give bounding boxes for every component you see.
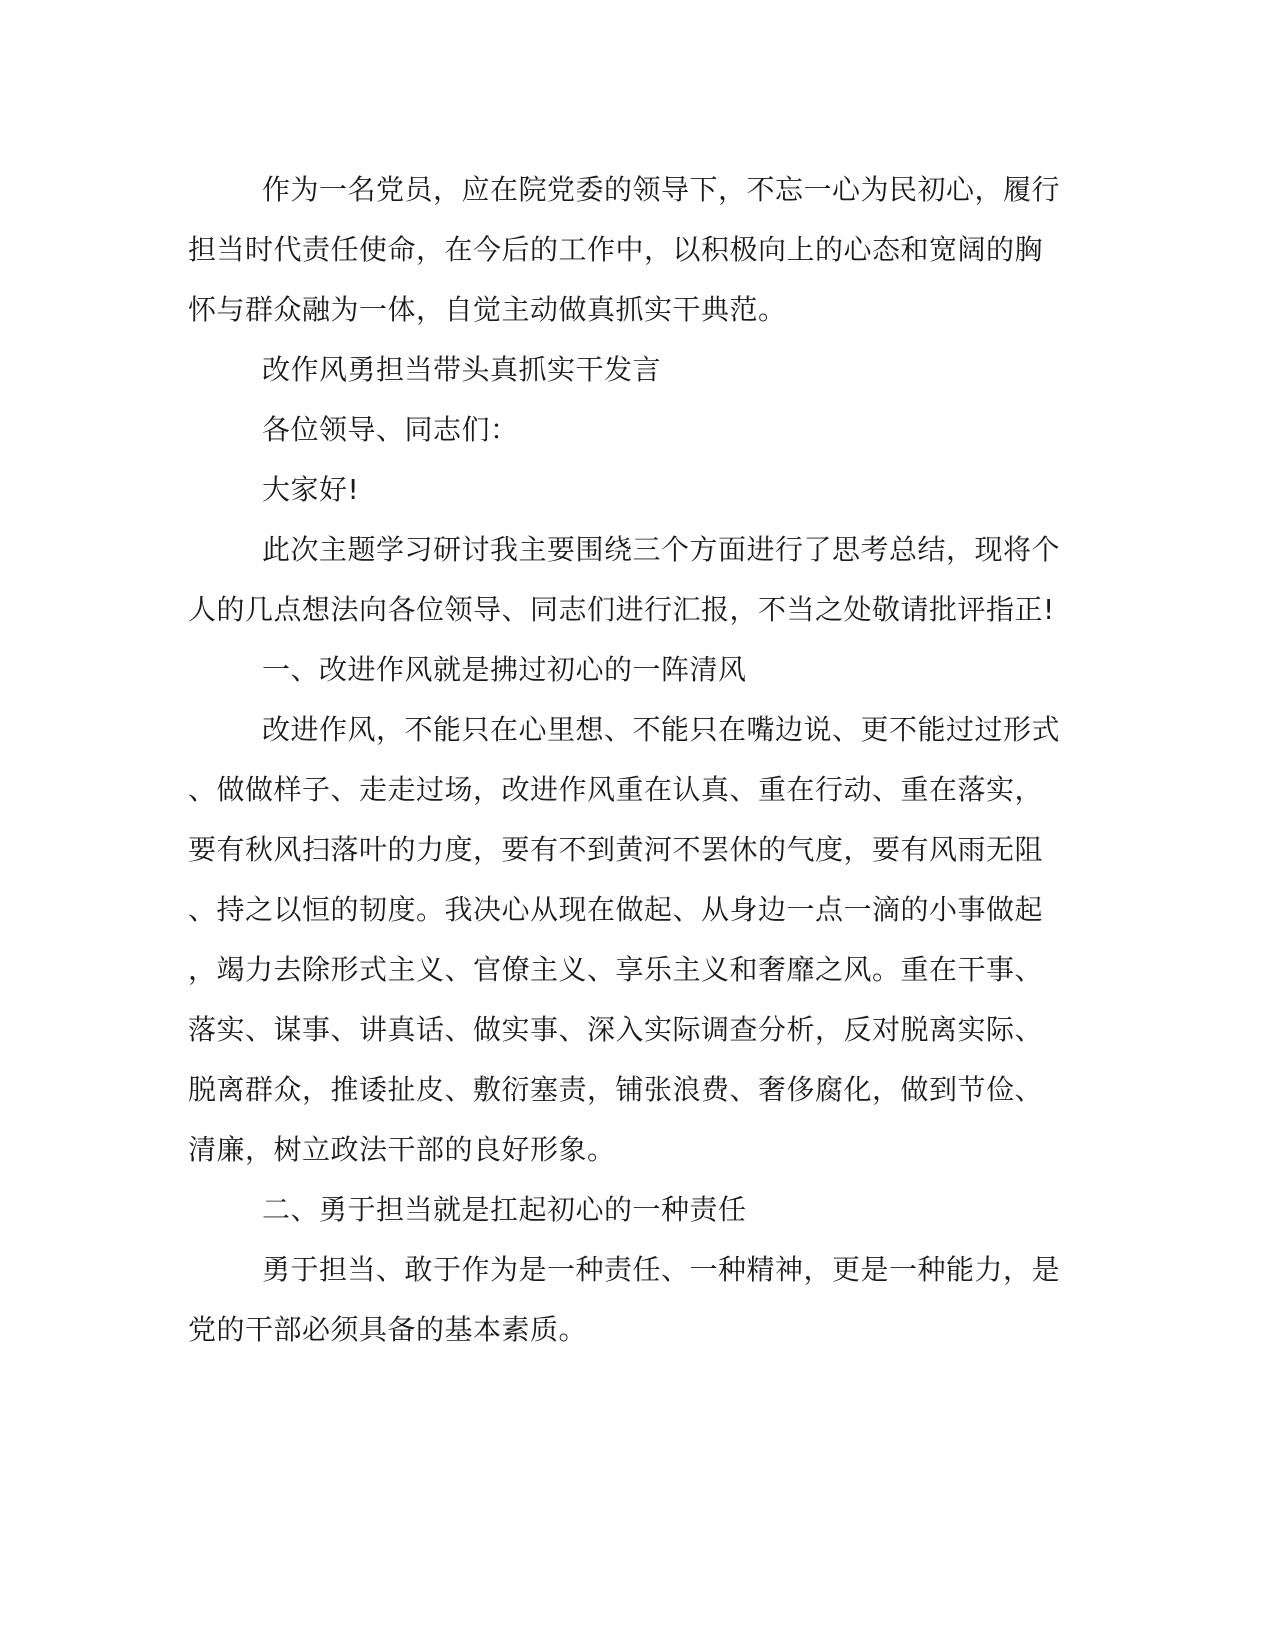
text-line: 要有秋风扫落叶的力度，要有不到黄河不罢休的气度，要有风雨无阻 [188,833,1044,866]
text-line: 党的干部必须具备的基本素质。 [188,1313,588,1346]
paragraph-party-member [188,160,1083,340]
text-line: 、持之以恒的韧度。我决心从现在做起、从身边一点一滴的小事做起 [188,893,1044,926]
text-line: 勇于担当、敢于作为是一种责任、一种精神，更是一种能力，是 [262,1253,1061,1286]
text-line: 改作风勇担当带头真抓实干发言 [262,353,662,386]
section-heading-2 [188,1180,1083,1240]
text-line: 人的几点想法向各位领导、同志们进行汇报，不当之处敬请批评指正! [188,593,1055,626]
text-line: 二、勇于担当就是扛起初心的一种责任 [262,1193,747,1226]
text-line: 怀与群众融为一体，自觉主动做真抓实干典范。 [188,293,787,326]
text-line: 改进作风，不能只在心里想、不能只在嘴边说、更不能过过形式 [262,713,1061,746]
text-line: 脱离群众，推诿扯皮、敷衍塞责，铺张浪费、奢侈腐化，做到节俭、 [188,1073,1044,1106]
text-line: 清廉，树立政法干部的良好形象。 [188,1133,616,1166]
document-body [188,160,1083,1360]
speech-title [188,340,1083,400]
section-heading-1 [188,640,1083,700]
paragraph-intro [188,520,1083,640]
paragraph-responsibility [188,1240,1083,1360]
text-line: 作为一名党员，应在院党委的领导下，不忘一心为民初心，履行 [262,173,1061,206]
salutation [188,400,1083,460]
text-line: 、做做样子、走走过场，改进作风重在认真、重在行动、重在落实， [188,773,1044,806]
text-line: 担当时代责任使命，在今后的工作中，以积极向上的心态和宽阔的胸 [188,233,1044,266]
greeting [188,460,1083,520]
text-line: 一、改进作风就是拂过初心的一阵清风 [262,653,747,686]
text-line: 落实、谋事、讲真话、做实事、深入实际调查分析，反对脱离实际、 [188,1013,1044,1046]
text-line: 各位领导、同志们： [262,413,519,446]
text-line: 大家好! [262,473,360,506]
text-line: 此次主题学习研讨我主要围绕三个方面进行了思考总结，现将个 [262,533,1061,566]
paragraph-work-style [188,700,1083,1180]
text-line: ，竭力去除形式主义、官僚主义、享乐主义和奢靡之风。重在干事、 [188,953,1044,986]
